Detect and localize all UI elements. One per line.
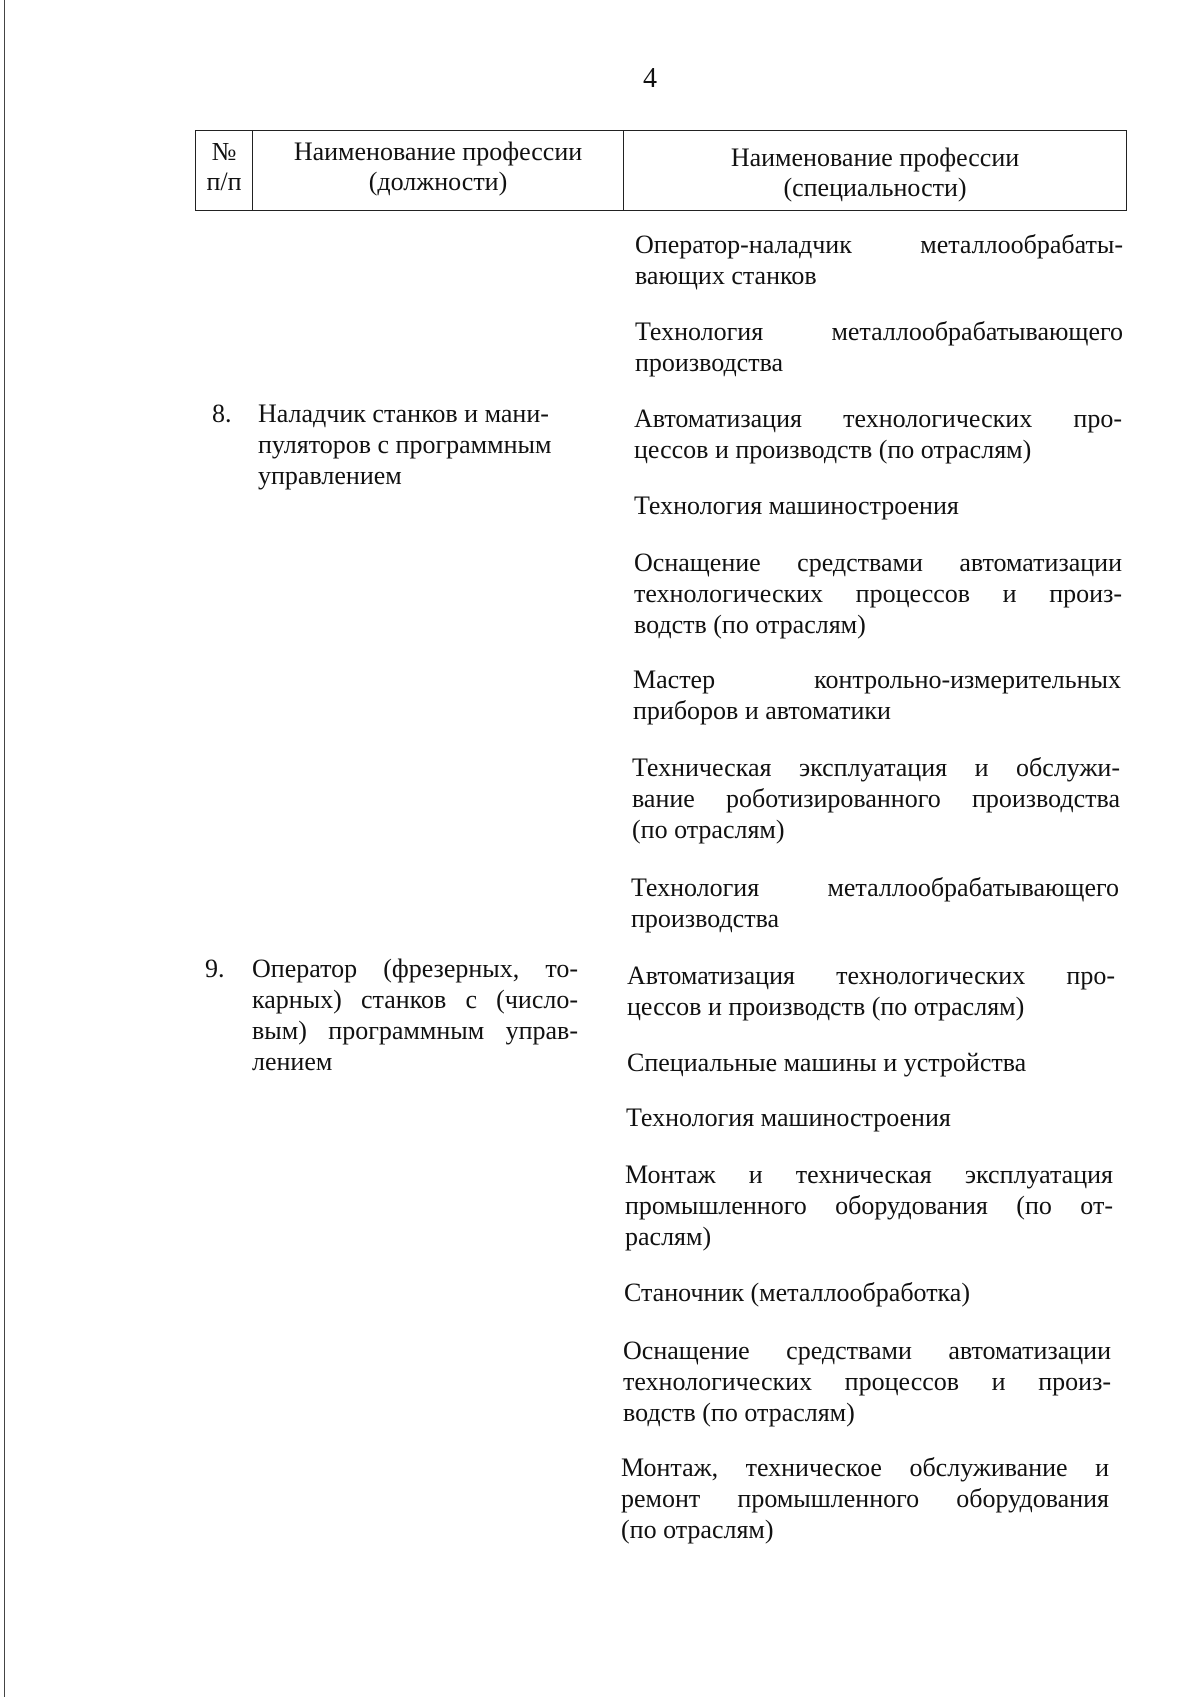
specialty-line: водств (по отраслям) (623, 1398, 855, 1427)
specialty-line: Оператор-наладчик металлообрабаты- (635, 230, 1123, 259)
specialty-item (635, 229, 1123, 291)
specialty-line: Мастер контрольно-измерительных (633, 665, 1121, 694)
header-specialty-subtitle: (специальности) (783, 173, 967, 202)
specialty-line: Автоматизация технологических про- (634, 404, 1122, 433)
specialty-item (634, 490, 1122, 521)
header-position-subtitle: (должности) (368, 167, 508, 196)
specialty-line: Оснащение средствами автоматизации (634, 548, 1122, 577)
specialty-line: Технология металлообрабатывающего (635, 317, 1123, 346)
specialty-line: технологических процессов и произ- (623, 1367, 1111, 1396)
specialty-item (632, 752, 1120, 845)
specialty-line: технологических процессов и произ- (634, 579, 1122, 608)
specialty-line: раслям) (625, 1222, 712, 1251)
header-position-cell (253, 131, 624, 210)
position-line: вым) программным управ- (252, 1016, 578, 1045)
specialty-line: (по отраслям) (621, 1515, 774, 1544)
row-number: 9. (205, 954, 225, 983)
specialty-line: промышленного оборудования (по от- (625, 1191, 1113, 1220)
specialty-line: цессов и производств (по отраслям) (627, 992, 1025, 1021)
specialty-line: Оснащение средствами автоматизации (623, 1336, 1111, 1365)
specialty-item (631, 872, 1119, 934)
page-number: 4 (643, 63, 657, 94)
specialty-item (635, 316, 1123, 378)
specialty-line: приборов и автоматики (633, 696, 891, 725)
position-line: карных) станков с (число- (252, 985, 578, 1014)
specialty-line: производства (631, 904, 780, 933)
specialty-item (625, 1159, 1113, 1252)
position-line: лением (252, 1047, 333, 1076)
position-line: Наладчик станков и мани- (258, 399, 549, 428)
specialty-line: Технология металлообрабатывающего (631, 873, 1119, 902)
specialty-line: Специальные машины и устройства (627, 1048, 1027, 1077)
specialty-line: водств (по отраслям) (634, 610, 866, 639)
position-line: пуляторов с программным (258, 430, 552, 459)
specialty-line: производства (635, 348, 784, 377)
row-number: 8. (212, 399, 232, 428)
specialty-item (624, 1277, 1112, 1308)
specialty-item (627, 1047, 1115, 1078)
header-specialty-title: Наименование профессии (730, 143, 1020, 172)
header-number-symbol: № (211, 137, 237, 166)
specialty-line: Монтаж, техническое обслуживание и (621, 1453, 1109, 1482)
header-number-cell (196, 131, 253, 210)
position-line: Оператор (фрезерных, то- (252, 954, 578, 983)
specialty-line: Монтаж и техническая эксплуатация (625, 1160, 1113, 1189)
specialty-line: цессов и производств (по отраслям) (634, 435, 1032, 464)
position-line: управлением (258, 461, 402, 490)
page-edge-line (4, 0, 5, 1697)
specialty-line: Технология машиностроения (634, 491, 959, 520)
header-position-title: Наименование профессии (293, 137, 583, 166)
specialty-line: вающих станков (635, 261, 817, 290)
specialty-line: Техническая эксплуатация и обслужи- (632, 753, 1120, 782)
specialty-line: ремонт промышленного оборудования (621, 1484, 1109, 1513)
specialty-line: вание роботизированного производства (632, 784, 1120, 813)
specialty-line: (по отраслям) (632, 815, 785, 844)
specialty-item (627, 960, 1115, 1022)
position-name (252, 953, 578, 1077)
specialty-line: Автоматизация технологических про- (627, 961, 1115, 990)
header-specialty-cell (624, 131, 1126, 210)
position-name (258, 398, 583, 491)
specialty-item (634, 547, 1122, 640)
specialty-item (623, 1335, 1111, 1428)
header-number-abbr: п/п (206, 167, 242, 196)
specialty-item (621, 1452, 1109, 1545)
table-header (195, 130, 1127, 211)
specialty-item (626, 1102, 1114, 1133)
specialty-item (634, 403, 1122, 465)
specialty-line: Станочник (металлообработка) (624, 1278, 970, 1307)
specialty-line: Технология машиностроения (626, 1103, 951, 1132)
specialty-item (633, 664, 1121, 726)
